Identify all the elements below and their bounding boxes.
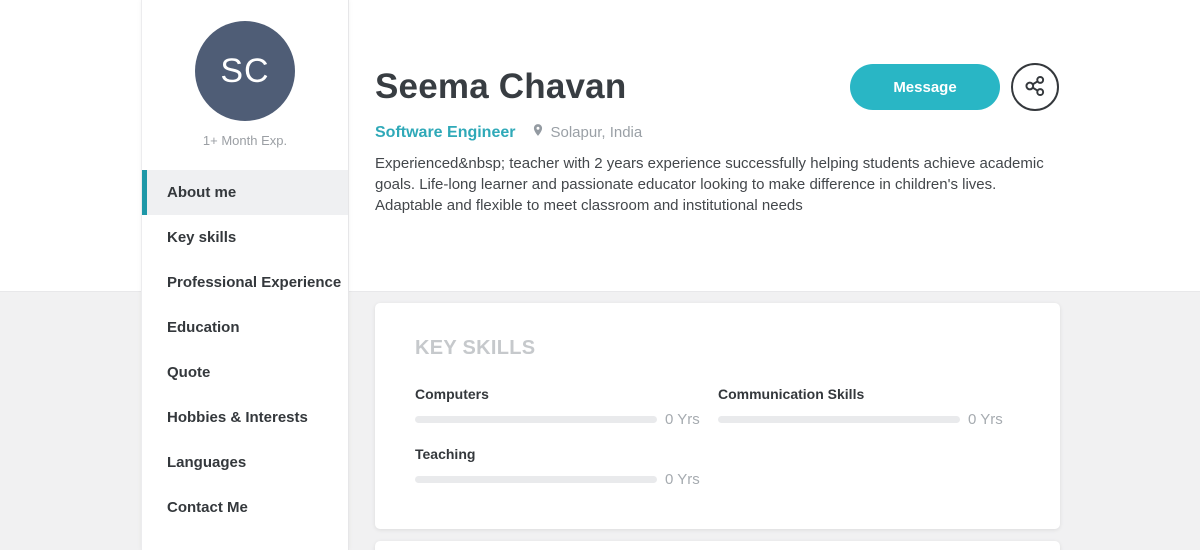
sidebar-item-label: Hobbies & Interests [167, 409, 308, 426]
sidebar-item-label: Contact Me [167, 499, 248, 516]
sidebar-item-label: Quote [167, 364, 211, 381]
key-skills-title: KEY SKILLS [415, 337, 536, 359]
designation-label: Software Engineer [375, 123, 516, 141]
skill-item [415, 446, 701, 488]
skill-progress-bar [415, 416, 657, 423]
sidebar-item-languages[interactable] [142, 440, 348, 485]
skill-years-label: 0 Yrs [665, 471, 700, 488]
key-skills-card [375, 303, 1060, 529]
sidebar-item-key-skills[interactable] [142, 215, 348, 260]
skill-item [718, 386, 1004, 428]
sidebar-item-label: Key skills [167, 229, 237, 246]
sidebar-item-hobbies-interests[interactable] [142, 395, 348, 440]
skill-item [415, 386, 701, 428]
share-button[interactable] [1011, 63, 1059, 111]
sidebar-item-label: About me [167, 184, 237, 201]
page-title: Seema Chavan [375, 67, 627, 106]
about-text: Experienced&nbsp; teacher with 2 years experience successfully helping students achieve academic goals. Life-long learner and passionate educator looking to make difference in children's lives. Adaptable and flexible to meet classroom and institutional needs [375, 155, 1044, 214]
sidebar-item-contact-me[interactable] [142, 485, 348, 530]
location [531, 121, 642, 144]
skill-bar-row [718, 411, 1004, 428]
skill-years-label: 0 Yrs [968, 411, 1003, 428]
skill-name: Computers [415, 386, 489, 402]
profile-subtitle [375, 121, 1065, 144]
skill-name: Teaching [415, 446, 476, 462]
sidebar-item-label: Education [167, 319, 240, 336]
skill-progress-bar [718, 416, 960, 423]
sidebar-item-about-me[interactable] [142, 170, 348, 215]
profile-sidebar [141, 0, 349, 550]
location-label: Solapur, India [550, 124, 643, 141]
skill-bar-row [415, 411, 701, 428]
sidebar-item-education[interactable] [142, 305, 348, 350]
next-section-card [375, 541, 1060, 550]
share-icon [1022, 73, 1048, 102]
experience-label: 1+ Month Exp. [202, 133, 288, 148]
sidebar-item-quote[interactable] [142, 350, 348, 395]
avatar [195, 21, 295, 121]
sidebar-item-label: Languages [167, 454, 247, 471]
skill-progress-bar [415, 476, 657, 483]
sidebar-item-professional-experience[interactable] [142, 260, 348, 305]
skill-years-label: 0 Yrs [665, 411, 700, 428]
sidebar-menu [142, 170, 348, 530]
message-button[interactable]: Message [850, 64, 1000, 110]
sidebar-item-label: Professional Experience [167, 274, 342, 291]
skill-bar-row [415, 471, 701, 488]
skill-name: Communication Skills [718, 386, 865, 402]
skills-grid [415, 386, 1020, 488]
location-pin-icon [531, 121, 545, 144]
avatar-initials: SC [220, 51, 270, 90]
